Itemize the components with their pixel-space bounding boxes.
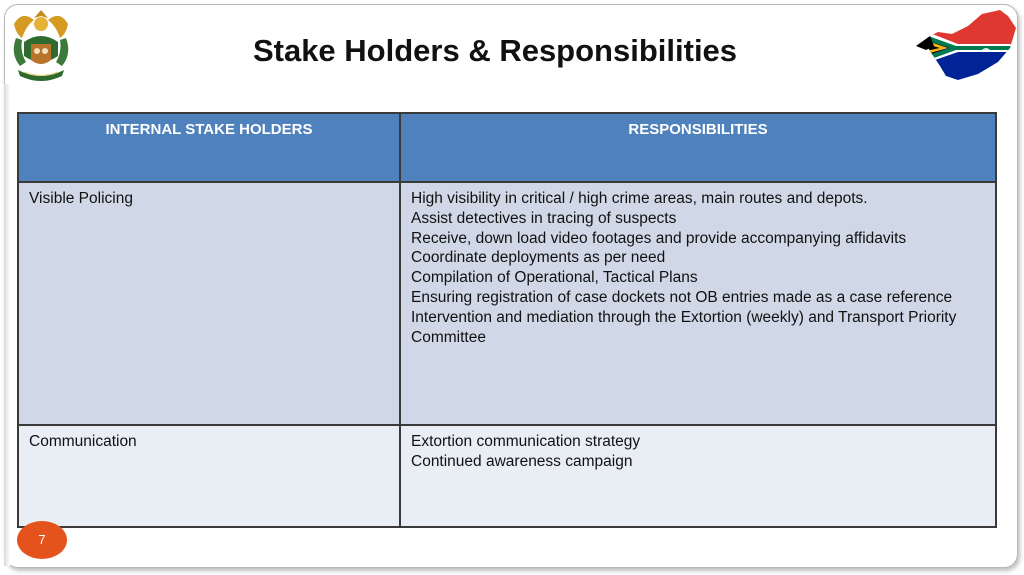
responsibility-line: Assist detectives in tracing of suspects bbox=[411, 209, 677, 227]
page-number-badge: 7 bbox=[17, 521, 67, 559]
left-accent-bar bbox=[4, 84, 10, 566]
header-internal-stake-holders: INTERNAL STAKE HOLDERS bbox=[18, 113, 400, 182]
responsibility-line: High visibility in critical / high crime areas, main routes and depots. bbox=[411, 190, 868, 207]
responsibility-line: Receive, down load video footages and provide accompanying affidavits bbox=[411, 229, 907, 247]
responsibilities-cell bbox=[400, 425, 996, 527]
responsibility-line: Continued awareness campaign bbox=[411, 452, 633, 470]
table-row bbox=[18, 425, 996, 527]
table-row bbox=[18, 182, 996, 425]
responsibility-line: Ensuring registration of case dockets not OB entries made as a case reference bbox=[411, 288, 953, 306]
responsibility-line: Extortion communication strategy bbox=[411, 433, 641, 450]
responsibility-line: Compilation of Operational, Tactical Plans bbox=[411, 269, 698, 287]
responsibility-line: Intervention and mediation through the Extortion (weekly) and Transport Priority Committee bbox=[411, 308, 957, 346]
table-header-row bbox=[18, 113, 996, 182]
stakeholder-cell: Communication bbox=[18, 425, 400, 527]
stakeholder-cell: Visible Policing bbox=[18, 182, 400, 425]
responsibility-line: Coordinate deployments as per need bbox=[411, 249, 666, 267]
stakeholder-table bbox=[17, 112, 997, 528]
responsibilities-cell bbox=[400, 182, 996, 425]
slide-title: Stake Holders & Responsibilities bbox=[252, 33, 738, 68]
header-responsibilities: RESPONSIBILITIES bbox=[400, 113, 996, 182]
